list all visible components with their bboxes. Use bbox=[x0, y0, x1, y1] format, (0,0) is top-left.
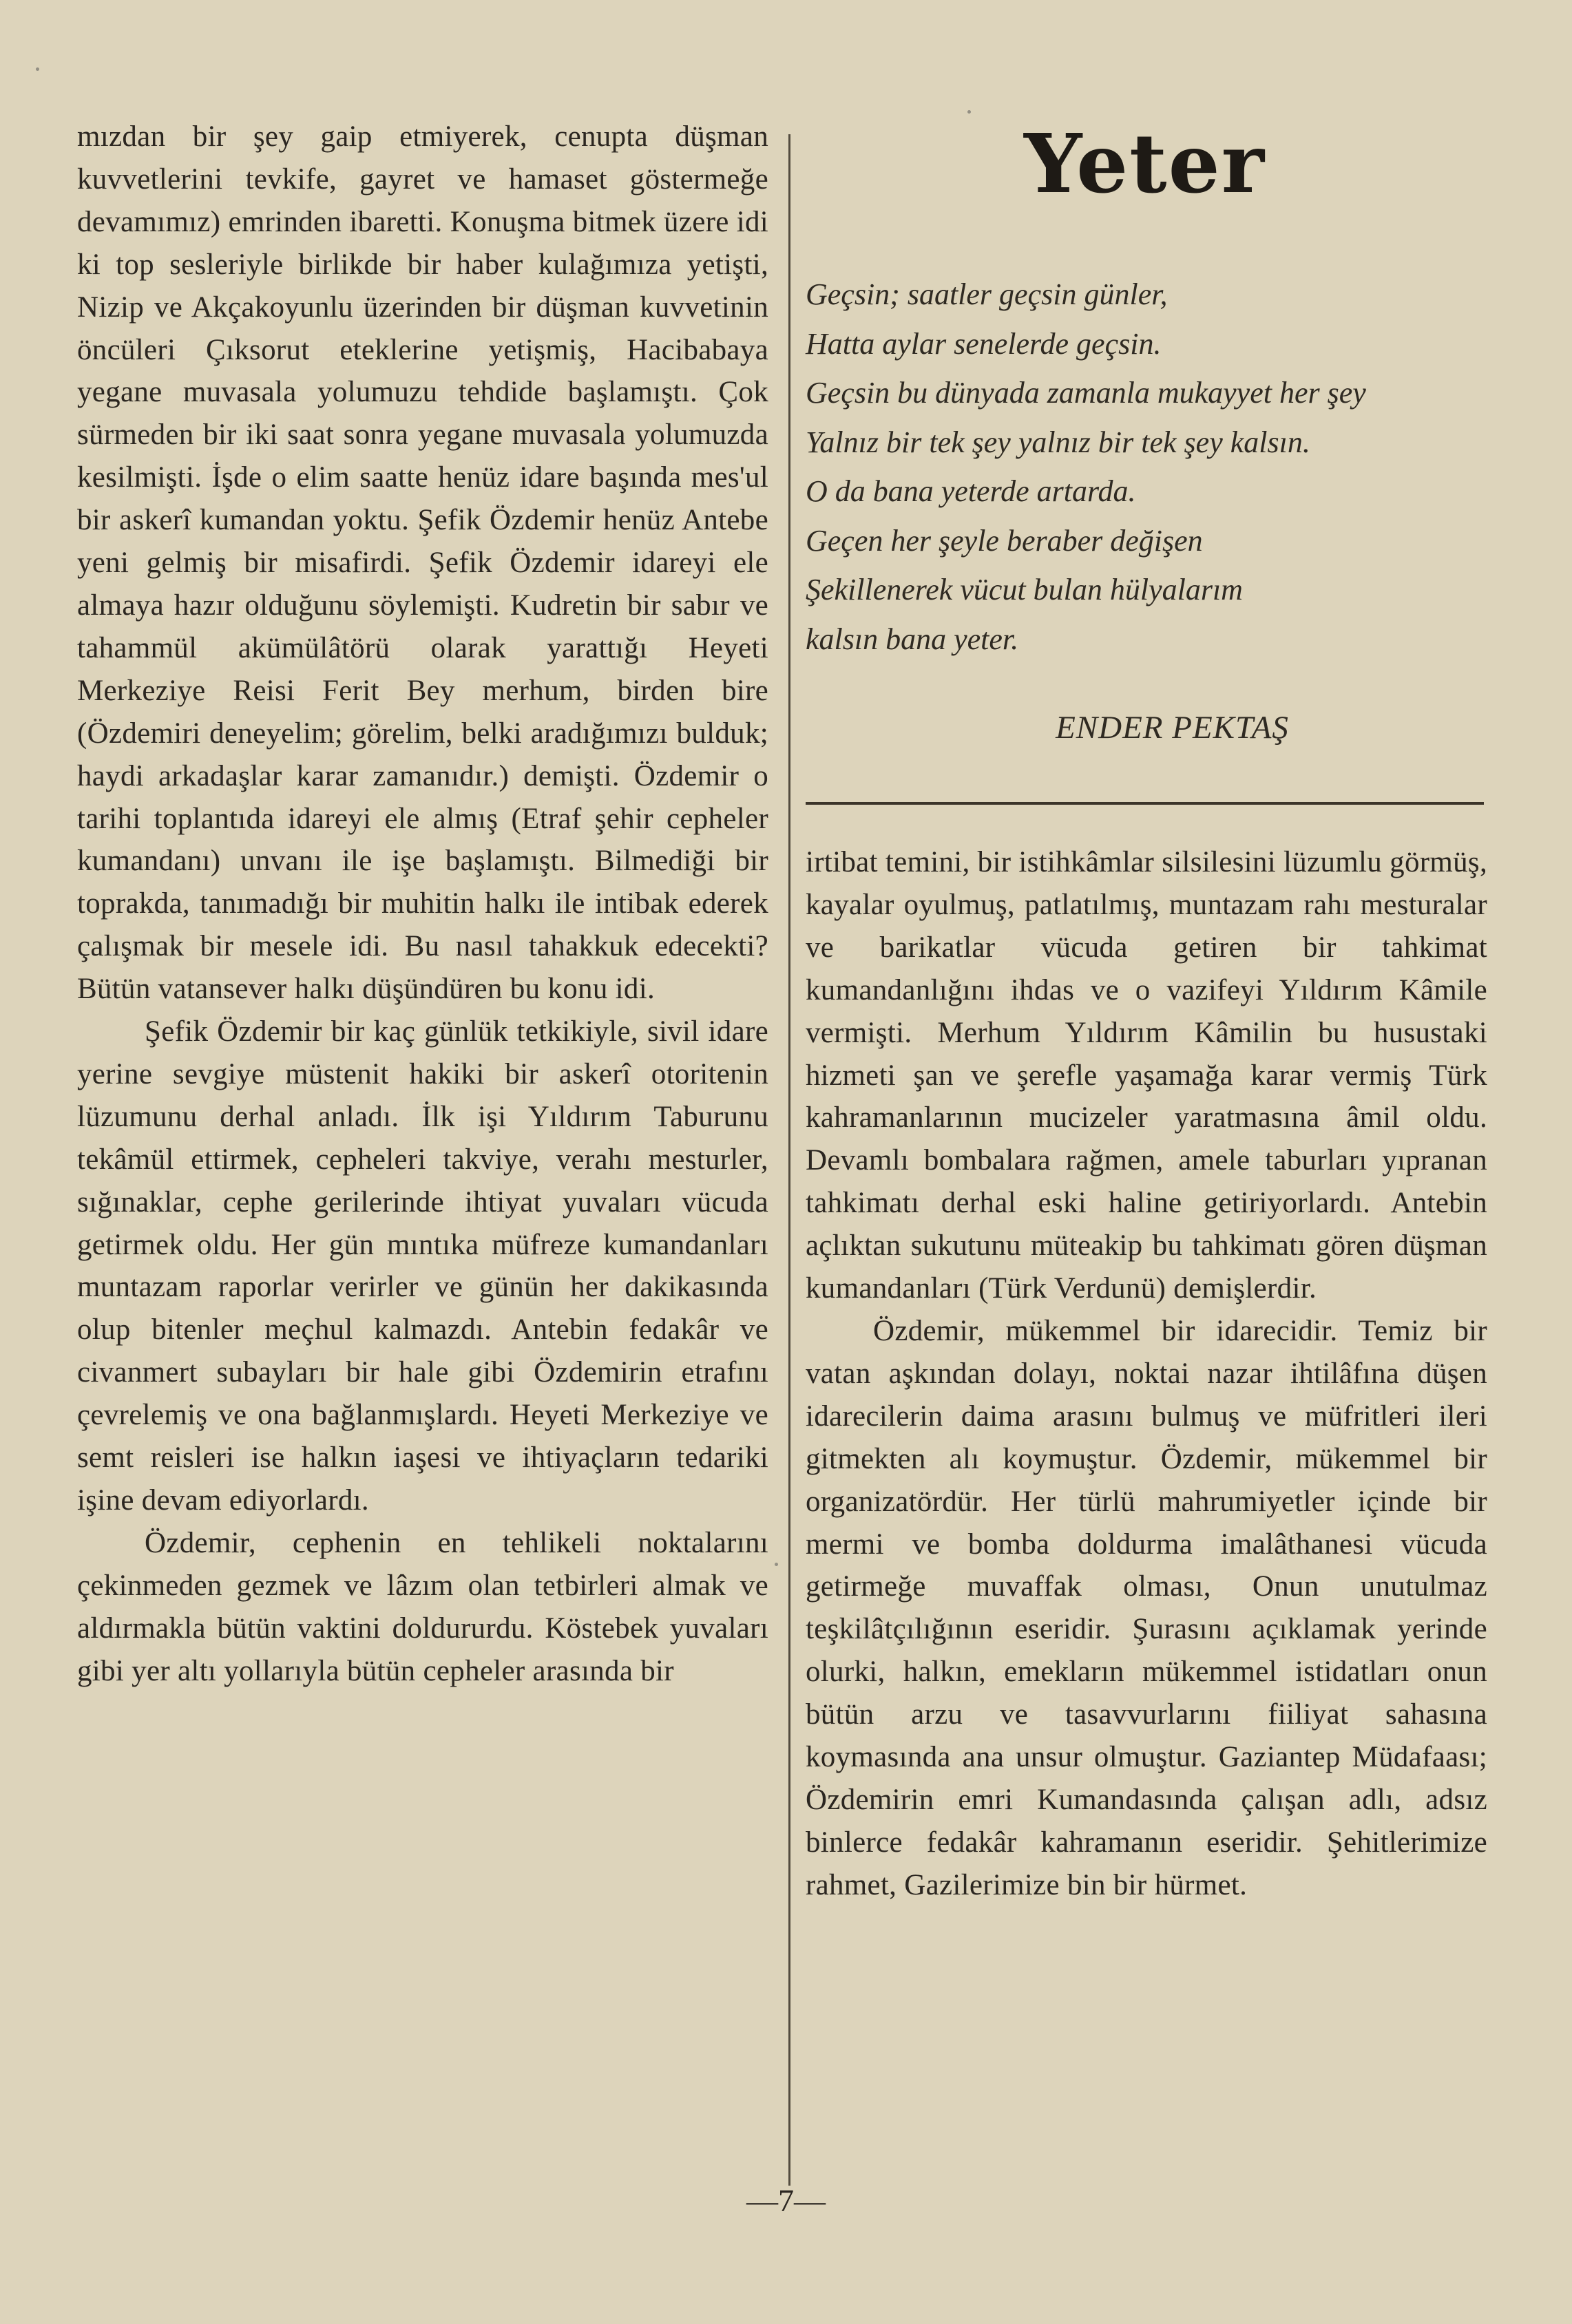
paper-speck bbox=[775, 1563, 778, 1566]
poem-line: Geçen her şeyle beraber değişen bbox=[806, 523, 1203, 558]
poem-line: Şekillenerek vücut bulan hülyalarım bbox=[806, 573, 1243, 606]
article-paragraph: irtibat temini, bir istihkâmlar silsilesini lüzumlu görmüş, kayalar oyulmuş, patlatılmış, muntazam rahı mesturalar ve barikatlar vücuda getiren bir tahkimat kumandanlığını ihdas ve o vazifeyi Yıldırım Kâmile vermişti. Merhum Yıldırım Kâmilin bu husustaki hizmeti şan ve şerefle yaşamağa karar vermiş Türk kahramanlarının mucizeler yaratmasına âmil oldu. Devamlı bombalara rağmen, amele taburları yıpranan tahkimatı derhal eski haline getiriyorlardı. Antebin açlıktan sukutunu müteakip bu tahkimatı gören düşman kumandanları (Türk Verdunü) demişlerdir. bbox=[806, 846, 1487, 1305]
article-paragraph: Özdemir, cephenin en tehlikeli noktalarını çekinmeden gezmek ve lâzım olan tetbirleri almak ve aldırmakla bütün vaktini doldururdu. Köstebek yuvaları gibi yer altı yollarıyla bütün cepheler arasında bir bbox=[77, 1526, 768, 1687]
column-divider bbox=[788, 134, 790, 2186]
page-number: —7— bbox=[746, 2183, 826, 2218]
poem-line: Geçsin bu dünyada zamanla mukayyet her şey bbox=[806, 376, 1366, 410]
right-article-column bbox=[806, 841, 1487, 1907]
paper-speck bbox=[967, 110, 971, 114]
poem-line: Geçsin; saatler geçsin günler, bbox=[806, 277, 1168, 311]
section-divider bbox=[806, 802, 1484, 805]
article-paragraph: mızdan bir şey gaip etmiyerek, cenupta düşman kuvvetlerini tevkife, gayret ve hamaset göstermeğe devamımız) emrinden ibaretti. Konuşma bitmek üzere idi ki top sesleriyle birlikde bir haber kulağımıza yetişti, Nizip ve Akçakoyunlu üzerinden bir düşman kuvvetinin öncüleri Çıksorut eteklerine yetişmiş, Hacibabaya yegane muvasala yolumuzu tehdide başlamıştı. Çok sürmeden bir iki saat sonra yegane muvasala yolumuzda kesilmişti. İşde o elim saatte henüz idare başında mes'ul bir askerî kumandan yoktu. Şefik Özdemir henüz Antebe yeni gelmiş bir misafirdi. Şefik Özdemir idareyi ele almaya hazır olduğunu söylemişti. Kudretin bir sabır ve tahammül akümülâtörü olarak yarattığı Heyeti Merkeziye Reisi Ferit Bey merhum, birden bire (Özdemiri deneyelim; görelim, belki aradığımızı bulduk; haydi arkadaşlar karar zamanıdır.) demişti. Özdemir o tarihi toplantıda idareyi ele almış (Etraf şehir cepheler kumandanı) unvanı ile işe başlamıştı. Bilmediği bir toprakda, tanımadığı bir muhitin halkı ile intibak ederek çalışmak bir mesele idi. Bu nasıl tahakkuk edecekti? Bütün vatansever halkı düşündüren bu konu idi. bbox=[77, 120, 768, 1006]
poem-title: Yeter bbox=[1024, 116, 1266, 211]
paper-speck bbox=[36, 67, 39, 71]
poem-line: O da bana yeterde artarda. bbox=[806, 474, 1136, 508]
poem-line: kalsın bana yeter. bbox=[806, 622, 1019, 656]
poem-body bbox=[806, 270, 1494, 664]
left-article-column bbox=[77, 116, 768, 1693]
poem-line: Yalnız bir tek şey yalnız bir tek şey kalsın. bbox=[806, 425, 1310, 459]
poem-line: Hatta aylar senelerde geçsin. bbox=[806, 326, 1162, 361]
poem-author: ENDER PEKTAŞ bbox=[1056, 710, 1289, 746]
article-paragraph: Şefik Özdemir bir kaç günlük tetkikiyle, sivil idare yerine sevgiye müstenit hakiki bir askerî otoritenin lüzumunu derhal anladı. İlk işi Yıldırım Taburunu tekâmül ettirmek, cepheleri takviye, verahı mesturler, sığınaklar, cephe gerilerinde ihtiyat yuvaları vücuda getirmek oldu. Her gün mıntıka müfreze kumandanları muntazam raporlar verirler ve günün her dakikasında olup bitenler meçhul kalmazdı. Antebin fedakâr ve civanmert subayları bir hale gibi Özdemirin etrafını çevrelemiş ve ona bağlanmışlardı. Heyeti Merkeziye ve semt reisleri ise halkın iaşesi ve ihtiyaçların tedariki işine devam ediyorlardı. bbox=[77, 1015, 768, 1517]
article-paragraph: Özdemir, mükemmel bir idarecidir. Temiz bir vatan aşkından dolayı, noktai nazar ihtilâfına düşen idarecilerin daima arasını bulmuş ve müfritleri ileri gitmekten alı koymuştur. Özdemir, mükemmel bir organizatördür. Her türlü mahrumiyetler içinde bir mermi ve bomba doldurma imalâthanesi vücuda getirmeğe muvaffak olması, Onun unutulmaz teşkilâtçılığının eseridir. Şurasını açıklamak yerinde olurki, halkın, emekların mükemmel istidatları onun bütün arzu ve tasavvurlarını fiiliyat sahasına koymasında ana unsur olmuştur. Gaziantep Müdafaası; Özdemirin emri Kumandasında çalışan adlı, adsız binlerce fedakâr kahramanın eseridir. Şehitlerimize rahmet, Gazilerimize bin bir hürmet. bbox=[806, 1314, 1487, 1901]
